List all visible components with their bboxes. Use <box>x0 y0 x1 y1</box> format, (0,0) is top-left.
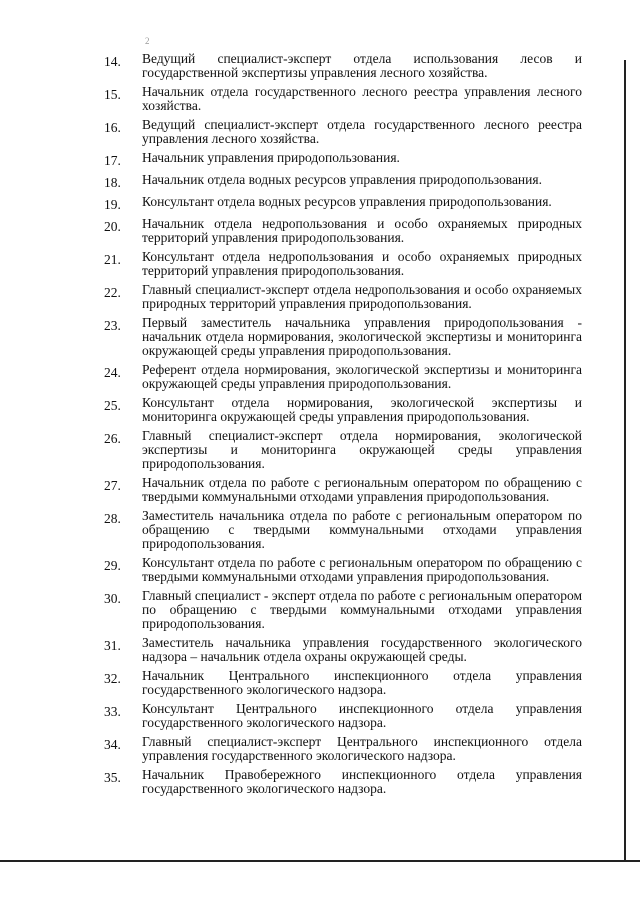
list-item <box>104 250 582 278</box>
item-text: Главный специалист - эксперт отдела по работе с региональным оператором по обращению с твердыми коммунальными отходами управления природопользования. <box>142 588 582 631</box>
item-number: 23. <box>104 318 121 333</box>
item-number: 21. <box>104 252 121 267</box>
item-number: 20. <box>104 219 121 234</box>
item-text: Начальник отдела водных ресурсов управления природопользования. <box>142 172 542 187</box>
item-number: 18. <box>104 175 121 190</box>
item-number: 26. <box>104 431 121 446</box>
list-item <box>104 636 582 664</box>
list-item <box>104 173 582 190</box>
list-item <box>104 151 582 168</box>
list-item <box>104 768 582 796</box>
item-number: 28. <box>104 511 121 526</box>
page-number: 2 <box>145 36 150 46</box>
list-item <box>104 509 582 551</box>
item-text: Заместитель начальника отдела по работе с региональным оператором по обращению с твердыми коммунальными отходами управления природопользования. <box>142 508 582 551</box>
list-item <box>104 363 582 391</box>
item-number: 15. <box>104 87 121 102</box>
item-text: Начальник отдела государственного лесного реестра управления лесного хозяйства. <box>142 84 582 113</box>
item-text: Референт отдела нормирования, экологической экспертизы и мониторинга окружающей среды управления природопользования. <box>142 362 582 391</box>
list-item <box>104 52 582 80</box>
item-text: Консультант отдела нормирования, экологической экспертизы и мониторинга окружающей среды управления природопользования. <box>142 395 582 424</box>
list-item <box>104 735 582 763</box>
item-number: 33. <box>104 704 121 719</box>
list-item <box>104 283 582 311</box>
item-text: Ведущий специалист-эксперт отдела государственного лесного реестра управления лесного хозяйства. <box>142 117 582 146</box>
list-item <box>104 589 582 631</box>
item-number: 19. <box>104 197 121 212</box>
list-item <box>104 85 582 113</box>
item-text: Главный специалист-эксперт отдела нормирования, экологической экспертизы и мониторинга окружающей среды управления природопользования. <box>142 428 582 471</box>
list-item <box>104 556 582 584</box>
item-number: 22. <box>104 285 121 300</box>
item-number: 34. <box>104 737 121 752</box>
list-item <box>104 429 582 471</box>
item-text: Главный специалист-эксперт Центрального инспекционного отдела управления государственного экологического надзора. <box>142 734 582 763</box>
item-text: Начальник управления природопользования. <box>142 150 400 165</box>
item-number: 27. <box>104 478 121 493</box>
item-text: Начальник Правобережного инспекционного отдела управления государственного экологического надзора. <box>142 767 582 796</box>
list-item <box>104 195 582 212</box>
item-text: Заместитель начальника управления государственного экологического надзора – начальник отдела охраны окружающей среды. <box>142 635 582 664</box>
list-item <box>104 669 582 697</box>
item-text: Ведущий специалист-эксперт отдела использования лесов и государственной экспертизы управления лесного хозяйства. <box>142 51 582 80</box>
scan-edge-bottom <box>0 860 640 862</box>
item-number: 30. <box>104 591 121 606</box>
item-number: 25. <box>104 398 121 413</box>
item-text: Консультант отдела водных ресурсов управления природопользования. <box>142 194 552 209</box>
item-text: Главный специалист-эксперт отдела недропользования и особо охраняемых природных территорий управления природопользования. <box>142 282 582 311</box>
item-number: 35. <box>104 770 121 785</box>
item-number: 24. <box>104 365 121 380</box>
item-number: 29. <box>104 558 121 573</box>
list-item <box>104 476 582 504</box>
item-text: Начальник отдела по работе с региональным оператором по обращению с твердыми коммунальными отходами управления природопользования. <box>142 475 582 504</box>
list-item <box>104 702 582 730</box>
list-item <box>104 118 582 146</box>
item-text: Консультант отдела по работе с региональным оператором по обращению с твердыми коммунальными отходами управления природопользования. <box>142 555 582 584</box>
item-number: 32. <box>104 671 121 686</box>
list-item <box>104 316 582 358</box>
scan-edge-right <box>624 60 626 860</box>
item-number: 16. <box>104 120 121 135</box>
item-text: Начальник Центрального инспекционного отдела управления государственного экологического надзора. <box>142 668 582 697</box>
list-item <box>104 217 582 245</box>
item-number: 17. <box>104 153 121 168</box>
item-text: Консультант отдела недропользования и особо охраняемых природных территорий управления природопользования. <box>142 249 582 278</box>
item-number: 31. <box>104 638 121 653</box>
item-text: Консультант Центрального инспекционного отдела управления государственного экологического надзора. <box>142 701 582 730</box>
positions-list <box>104 52 582 801</box>
item-number: 14. <box>104 54 121 69</box>
item-text: Начальник отдела недропользования и особо охраняемых природных территорий управления природопользования. <box>142 216 582 245</box>
item-text: Первый заместитель начальника управления природопользования - начальник отдела нормирования, экологической экспертизы и мониторинга окружающей среды управления природопользования. <box>142 315 582 358</box>
list-item <box>104 396 582 424</box>
